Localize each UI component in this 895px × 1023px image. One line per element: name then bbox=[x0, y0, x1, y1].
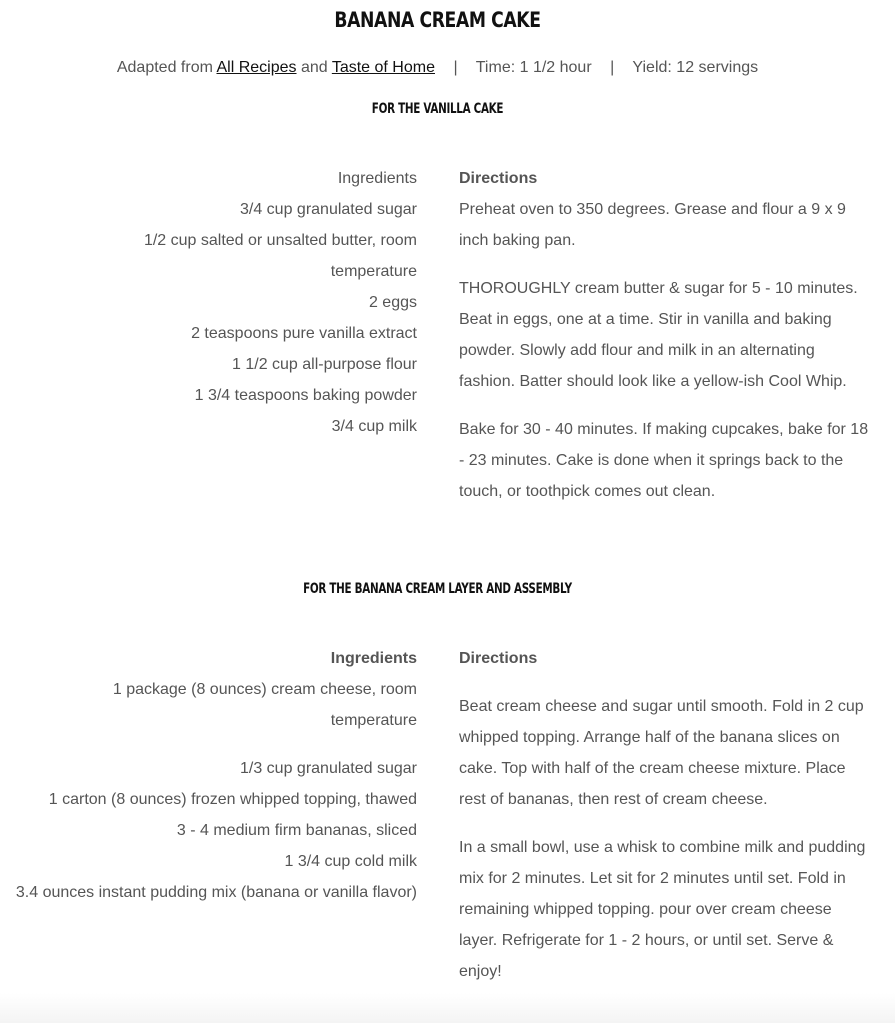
direction-step: Preheat oven to 350 degrees. Grease and flour a 9 x 9 inch baking pan. bbox=[459, 201, 846, 249]
adapted-from-label: Adapted from bbox=[116, 59, 213, 76]
ingredient-item: 2 eggs bbox=[368, 294, 417, 311]
meta-separator: | bbox=[453, 59, 458, 76]
source-link-all-recipes[interactable]: All Recipes bbox=[216, 59, 297, 76]
ingredient-item: 2 teaspoons pure vanilla extract bbox=[191, 325, 417, 342]
recipe-title: BANANA CREAM CAKE bbox=[334, 8, 541, 32]
ingredient-item: 1/2 cup salted or unsalted butter, room temperature bbox=[143, 232, 417, 280]
meta-separator: | bbox=[610, 59, 615, 76]
ingredient-item: 3/4 cup granulated sugar bbox=[239, 201, 417, 218]
directions-banana-cream bbox=[459, 643, 873, 1004]
recipe-time: Time: 1 1/2 hour bbox=[475, 59, 592, 76]
ingredient-item: 1 3/4 cup cold milk bbox=[284, 853, 417, 870]
ingredient-item: 3 - 4 medium firm bananas, sliced bbox=[176, 822, 417, 839]
directions-header: Directions bbox=[459, 650, 538, 667]
directions-spacer bbox=[459, 674, 873, 691]
directions-header: Directions bbox=[459, 170, 538, 187]
ingredient-spacer bbox=[0, 736, 417, 753]
source-link-taste-of-home[interactable]: Taste of Home bbox=[331, 59, 435, 76]
ingredient-item: 1 3/4 teaspoons baking powder bbox=[194, 387, 417, 404]
ingredients-header: Ingredients bbox=[337, 170, 417, 187]
recipe-yield: Yield: 12 servings bbox=[632, 59, 759, 76]
ingredient-item: 1 1/2 cup all-purpose flour bbox=[232, 356, 417, 373]
direction-step: In a small bowl, use a whisk to combine milk and pudding mix for 2 minutes. Let sit for 2 minutes until set. Fold in remaining whipped topping. pour over cream cheese layer. Refrigerate for 1 - 2 hours, or until set. Serve & enjoy! bbox=[459, 839, 866, 980]
ingredient-item: 3/4 cup milk bbox=[331, 418, 417, 435]
direction-step: Beat cream cheese and sugar until smooth. Fold in 2 cup whipped topping. Arrange half of the banana slices on cake. Top with half of the cream cheese mixture. Place rest of bananas, then rest of cream cheese. bbox=[459, 698, 864, 808]
directions-vanilla-cake bbox=[459, 163, 869, 524]
direction-step: THOROUGHLY cream butter & sugar for 5 - 10 minutes. Beat in eggs, one at a time. Stir in vanilla and baking powder. Slowly add flour and milk in an alternating fashion. Batter should look like a yellow-ish Cool Whip. bbox=[459, 280, 858, 390]
section-heading-banana-cream: FOR THE BANANA CREAM LAYER AND ASSEMBLY bbox=[303, 581, 572, 597]
ingredient-item: 3.4 ounces instant pudding mix (banana or vanilla flavor) bbox=[15, 884, 417, 901]
direction-step: Bake for 30 - 40 minutes. If making cupcakes, bake for 18 - 23 minutes. Cake is done when it springs back to the touch, or toothpick comes out clean. bbox=[459, 421, 869, 500]
ingredients-list-banana-cream bbox=[0, 643, 417, 908]
and-label: and bbox=[300, 59, 328, 76]
ingredient-item: 1 carton (8 ounces) frozen whipped topping, thawed bbox=[48, 791, 417, 808]
ingredient-item: 1 package (8 ounces) cream cheese, room temperature bbox=[112, 681, 417, 729]
ingredient-item: 1/3 cup granulated sugar bbox=[239, 760, 417, 777]
recipe-meta bbox=[0, 59, 875, 77]
section-heading-vanilla-cake: FOR THE VANILLA CAKE bbox=[371, 101, 504, 117]
ingredients-header: Ingredients bbox=[330, 650, 417, 667]
ingredients-list-vanilla-cake bbox=[0, 163, 417, 442]
